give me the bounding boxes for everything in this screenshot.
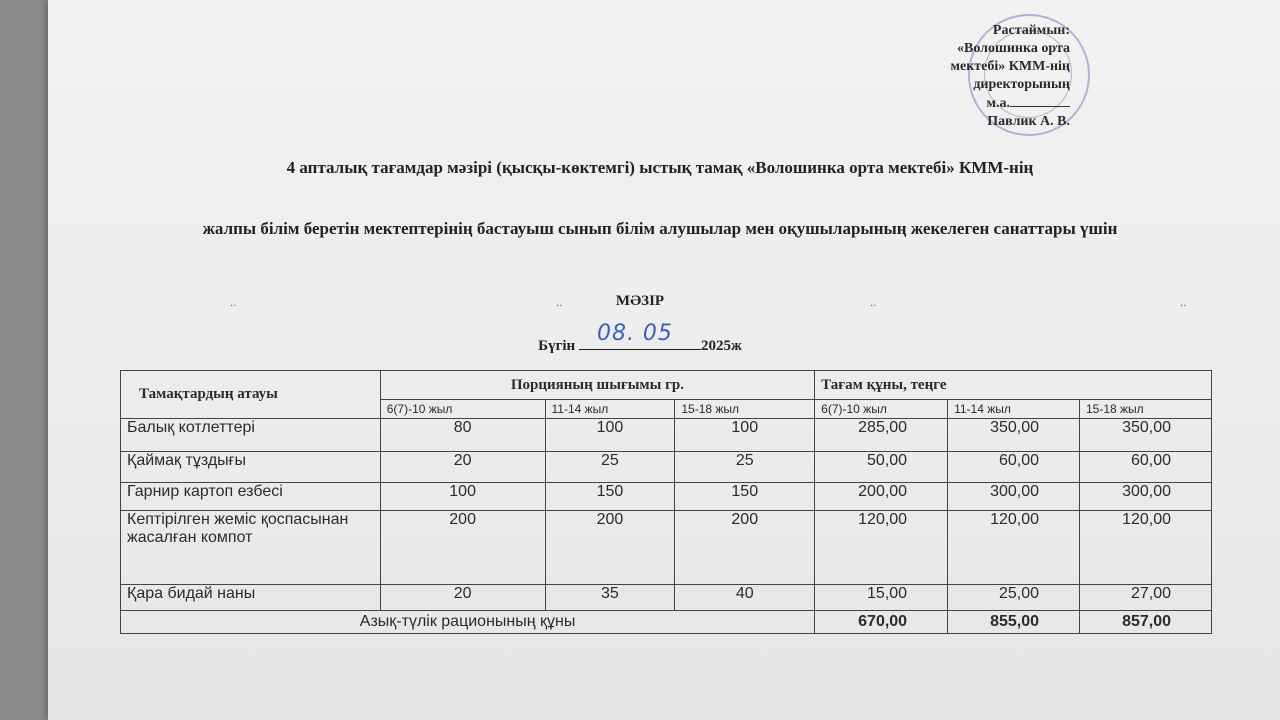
age-group-cell: 11-14 жыл [545,400,675,419]
total-label: Азық-түлік рационының құны [121,611,815,634]
approval-line: директорының [973,77,1070,92]
header-price: Тағам құны, теңге [815,371,1212,400]
dish-name: Кептірілген жеміс қоспасынан жасалған компот [121,511,381,585]
price-cell: 120,00 [1080,511,1212,585]
price-cell: 300,00 [1080,483,1212,511]
portion-cell: 200 [545,511,675,585]
dots-mark: ‥ [1180,298,1187,309]
price-cell: 27,00 [1080,585,1212,611]
menu-heading: МӘЗІР [615,293,665,309]
portion-cell: 40 [675,585,815,611]
table-row [121,511,1212,585]
approval-block [860,22,1070,131]
portion-cell: 25 [545,452,675,483]
price-cell: 15,00 [815,585,948,611]
portion-cell: 20 [380,452,545,483]
approval-line: Растаймын: [992,23,1070,38]
price-cell: 120,00 [815,511,948,585]
price-cell: 300,00 [948,483,1080,511]
table-row [121,483,1212,511]
portion-cell: 100 [380,483,545,511]
dish-name: Қаймақ тұздығы [121,452,381,483]
price-cell: 350,00 [948,419,1080,452]
dots-mark: ‥ [230,298,237,309]
approval-line: м.а. [986,96,1010,111]
dots-mark: ‥ [870,298,877,309]
price-cell: 120,00 [948,511,1080,585]
menu-table [120,370,1212,634]
age-group-cell: 15-18 жыл [675,400,815,419]
price-cell: 285,00 [815,419,948,452]
table-row [121,419,1212,452]
dish-name: Гарнир картоп езбесі [121,483,381,511]
date-prefix: Бүгін [538,338,576,354]
portion-cell: 200 [675,511,815,585]
price-cell: 60,00 [948,452,1080,483]
age-group-cell: 15-18 жыл [1080,400,1212,419]
total-cell: 670,00 [815,611,948,634]
portion-cell: 150 [545,483,675,511]
price-cell: 60,00 [1080,452,1212,483]
header-portion: Порцияның шығымы гр. [380,371,814,400]
date-blank [579,321,701,350]
portion-cell: 35 [545,585,675,611]
total-cell: 857,00 [1080,611,1212,634]
document-subtitle: жалпы білім беретін мектептерінің бастауыш сынып білім алушылар мен оқушыларының жекелеген санаттары үшін [202,219,1118,238]
total-cell: 855,00 [948,611,1080,634]
dots-mark: ‥ [556,298,563,309]
table-row [121,452,1212,483]
portion-cell: 150 [675,483,815,511]
date-suffix: 2025ж [700,338,742,354]
portion-cell: 200 [380,511,545,585]
table-row [121,585,1212,611]
approval-line: «Волошинка орта [957,41,1070,56]
document-title: 4 апталық тағамдар мәзірі (қысқы-көктемгі) ыстық тамақ «Волошинка орта мектебі» КММ-нің [286,158,1034,177]
portion-cell: 20 [380,585,545,611]
dish-name: Қара бидай наны [121,585,381,611]
portion-cell: 100 [675,419,815,452]
header-dish-name: Тамақтардың атауы [121,371,381,419]
approval-line: мектебі» КММ-нің [950,59,1070,74]
age-group-cell: 6(7)-10 жыл [815,400,948,419]
price-cell: 50,00 [815,452,948,483]
signature-blank [1010,94,1070,107]
total-row [121,611,1212,634]
price-cell: 200,00 [815,483,948,511]
portion-cell: 25 [675,452,815,483]
approval-signature-line [860,94,1070,113]
date-line [0,321,1280,355]
portion-cell: 100 [545,419,675,452]
age-group-cell: 11-14 жыл [948,400,1080,419]
price-cell: 25,00 [948,585,1080,611]
portion-cell: 80 [380,419,545,452]
dish-name: Балық котлеттері [121,419,381,452]
price-cell: 350,00 [1080,419,1212,452]
approval-line: Павлик А. В. [987,114,1070,129]
handwritten-date: 08. 05 [596,321,673,346]
age-group-cell: 6(7)-10 жыл [380,400,545,419]
